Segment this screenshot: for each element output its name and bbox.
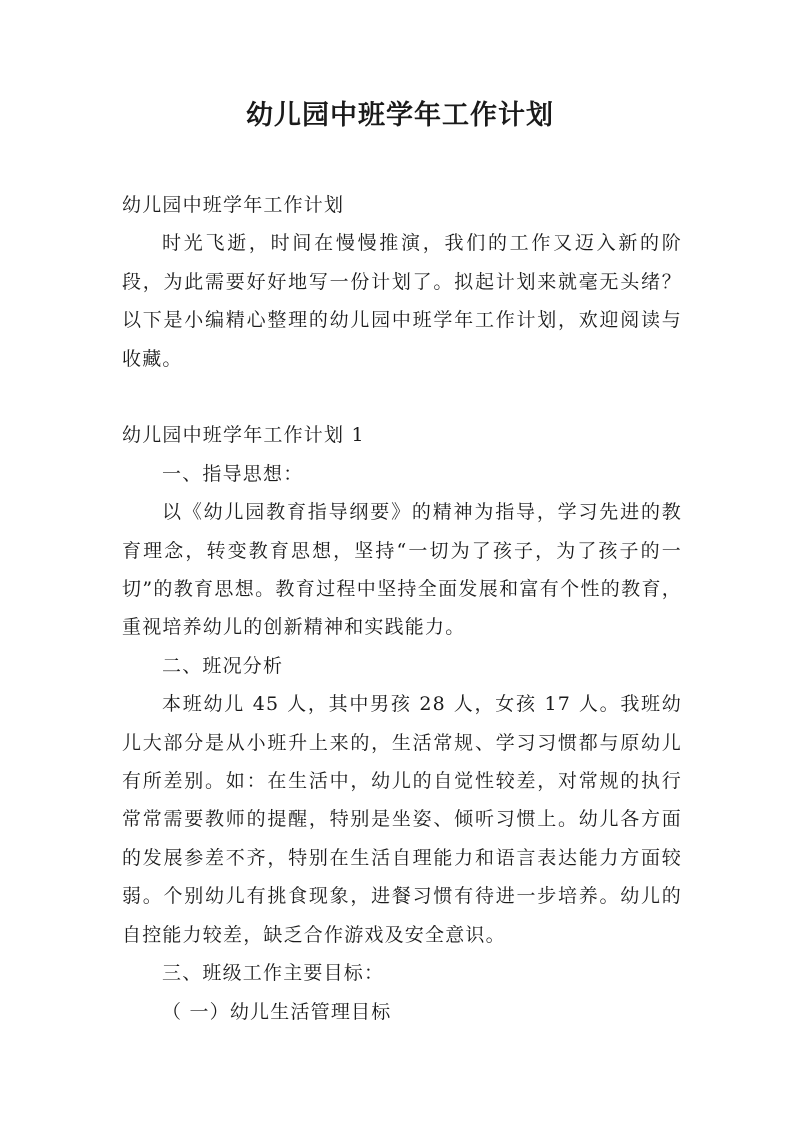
class-analysis-paragraph: 本班幼儿 45 人，其中男孩 28 人，女孩 17 人。我班幼儿大部分是从小班升上来的，生活常规、学习习惯都与原幼儿有所差别。如：在生活中，幼儿的自觉性较差，对常规的执行常常需要教师的提醒，特别是坐姿、倾听习惯上。幼儿各方面的发展参差不齐，特别在生活自理能力和语言表达能力方面较弱。个别幼儿有挑食现象，进餐习惯有待进一步培养。幼儿的自控能力较差，缺乏合作游戏及安全意识。 <box>122 693 682 946</box>
goals-sub-heading: （ 一）幼儿生活管理目标 <box>162 1000 392 1023</box>
intro-paragraph: 时光飞逝，时间在慢慢推演，我们的工作又迈入新的阶段，为此需要好好地写一份计划了。拟起计划来就毫无头绪？以下是小编精心整理的幼儿园中班学年工作计划，欢迎阅读与收藏。 <box>122 232 682 370</box>
section1-heading: 幼儿园中班学年工作计划 1 <box>122 424 365 447</box>
goals-heading: 三、班级工作主要目标： <box>162 962 385 985</box>
section-spacer <box>122 378 682 416</box>
intro-heading: 幼儿园中班学年工作计划 <box>122 194 345 216</box>
class-analysis-heading: 二、班况分析 <box>162 654 284 677</box>
guiding-heading: 一、指导思想： <box>162 462 304 485</box>
document-body <box>122 186 682 1031</box>
guiding-paragraph: 以《幼儿园教育指导纲要》的精神为指导，学习先进的教育理念，转变教育思想，坚持“一切为了孩子，为了孩子的一切”的教育思想。教育过程中坚持全面发展和富有个性的教育，重视培养幼儿的创新精神和实践能力。 <box>122 501 682 639</box>
document-title: 幼儿园中班学年工作计划 <box>246 100 554 131</box>
